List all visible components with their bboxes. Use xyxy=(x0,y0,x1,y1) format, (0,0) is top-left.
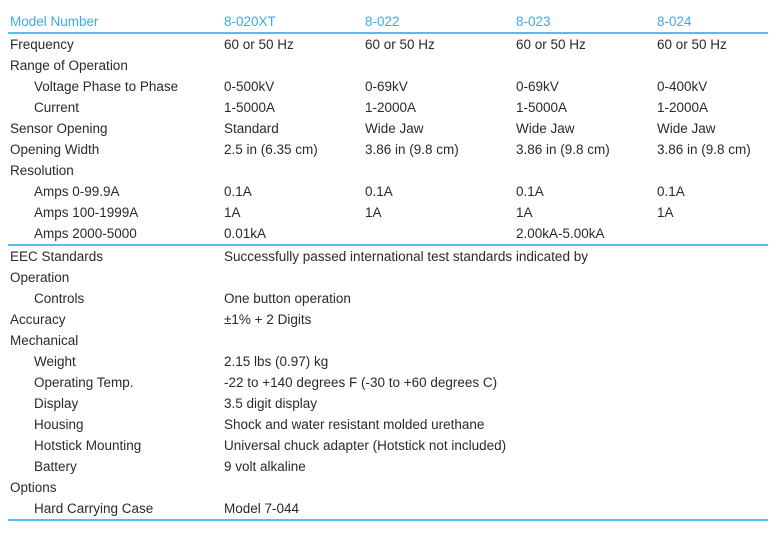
section-header-row xyxy=(8,267,768,288)
row-label: Frequency xyxy=(10,37,74,52)
table-row xyxy=(8,181,768,202)
table-row xyxy=(8,34,768,55)
row-label: Range of Operation xyxy=(10,58,128,73)
cell-value: 60 or 50 Hz xyxy=(365,37,435,52)
section-header-row xyxy=(8,477,768,498)
cell-value: 60 or 50 Hz xyxy=(224,37,294,52)
row-value-span: 3.5 digit display xyxy=(224,396,318,411)
cell-value: 60 or 50 Hz xyxy=(657,37,727,52)
table-row xyxy=(8,435,768,456)
row-label: Controls xyxy=(34,291,85,306)
cell-value: 3.86 in (9.8 cm) xyxy=(657,142,751,157)
spec-table xyxy=(8,11,768,521)
cell-value: Wide Jaw xyxy=(365,121,424,136)
row-value-span: One button operation xyxy=(224,291,351,306)
column-header-8-022: 8-022 xyxy=(365,14,400,29)
cell-value: 0-69kV xyxy=(516,79,559,94)
cell-value: Standard xyxy=(224,121,279,136)
section-header-row xyxy=(8,55,768,76)
cell-value: 0.1A xyxy=(224,184,252,199)
cell-value: 1-5000A xyxy=(224,100,276,115)
table-row xyxy=(8,393,768,414)
cell-value: 2.5 in (6.35 cm) xyxy=(224,142,318,157)
table-header-row xyxy=(8,11,768,34)
cell-value: 0.1A xyxy=(516,184,544,199)
row-label: Operating Temp. xyxy=(34,375,134,390)
row-value-span: Shock and water resistant molded urethane xyxy=(224,417,485,432)
row-label: Options xyxy=(10,480,57,495)
cell-value: Wide Jaw xyxy=(657,121,716,136)
row-value-span: -22 to +140 degrees F (-30 to +60 degrees C) xyxy=(224,375,498,390)
cell-value: 3.86 in (9.8 cm) xyxy=(516,142,610,157)
row-label: Hard Carrying Case xyxy=(34,501,154,516)
table-row xyxy=(8,223,768,246)
cell-value: 2.00kA-5.00kA xyxy=(516,226,605,241)
table-row xyxy=(8,288,768,309)
row-label: Battery xyxy=(34,459,77,474)
row-label: Operation xyxy=(10,270,70,285)
cell-value xyxy=(365,223,516,244)
row-label: Housing xyxy=(34,417,84,432)
cell-value: 1A xyxy=(657,205,674,220)
cell-value: 1A xyxy=(516,205,533,220)
table-row xyxy=(8,351,768,372)
row-value-span: Model 7-044 xyxy=(224,501,300,516)
table-row xyxy=(8,498,768,521)
cell-value: 0-69kV xyxy=(365,79,408,94)
cell-value: 0.1A xyxy=(657,184,685,199)
cell-value: 0.1A xyxy=(365,184,393,199)
row-label: Display xyxy=(34,396,79,411)
cell-value: 1-2000A xyxy=(657,100,709,115)
row-value-span: Successfully passed international test standards indicated by xyxy=(224,249,588,264)
row-label: Current xyxy=(34,100,80,115)
cell-value: 1A xyxy=(224,205,241,220)
column-header-8-023: 8-023 xyxy=(516,14,551,29)
row-label: Accuracy xyxy=(10,312,66,327)
table-row xyxy=(8,97,768,118)
row-label: Weight xyxy=(34,354,76,369)
row-value-span: 9 volt alkaline xyxy=(224,459,306,474)
section-header-row xyxy=(8,330,768,351)
table-row xyxy=(8,76,768,97)
row-label: Amps 100-1999A xyxy=(34,205,139,220)
column-header-model-number: Model Number xyxy=(10,14,99,29)
cell-value: 1A xyxy=(365,205,382,220)
row-label: Opening Width xyxy=(10,142,100,157)
table-row xyxy=(8,139,768,160)
cell-value: 0-400kV xyxy=(657,79,708,94)
table-row xyxy=(8,246,768,267)
row-label: Resolution xyxy=(10,163,74,178)
table-row xyxy=(8,372,768,393)
row-label: Hotstick Mounting xyxy=(34,438,142,453)
table-body xyxy=(8,34,768,521)
row-value-span: 2.15 lbs (0.97) kg xyxy=(224,354,329,369)
table-row xyxy=(8,118,768,139)
cell-value: 60 or 50 Hz xyxy=(516,37,586,52)
column-header-8-020XT: 8-020XT xyxy=(224,14,276,29)
row-label: Sensor Opening xyxy=(10,121,108,136)
row-label: Voltage Phase to Phase xyxy=(34,79,179,94)
cell-value: 1-2000A xyxy=(365,100,417,115)
column-header-8-024: 8-024 xyxy=(657,14,692,29)
row-label: Amps 2000-5000 xyxy=(34,226,137,241)
spec-sheet-page xyxy=(0,11,776,550)
table-row xyxy=(8,309,768,330)
row-value-span: Universal chuck adapter (Hotstick not included) xyxy=(224,438,507,453)
cell-value xyxy=(657,223,768,244)
row-value-span: ±1% + 2 Digits xyxy=(224,312,312,327)
row-label: Mechanical xyxy=(10,333,79,348)
row-label: Amps 0-99.9A xyxy=(34,184,120,199)
section-header-row xyxy=(8,160,768,181)
row-label: EEC Standards xyxy=(10,249,104,264)
cell-value: Wide Jaw xyxy=(516,121,575,136)
cell-value: 1-5000A xyxy=(516,100,568,115)
table-row xyxy=(8,456,768,477)
cell-value: 0.01kA xyxy=(224,226,267,241)
cell-value: 3.86 in (9.8 cm) xyxy=(365,142,459,157)
table-row xyxy=(8,202,768,223)
table-row xyxy=(8,414,768,435)
cell-value: 0-500kV xyxy=(224,79,275,94)
